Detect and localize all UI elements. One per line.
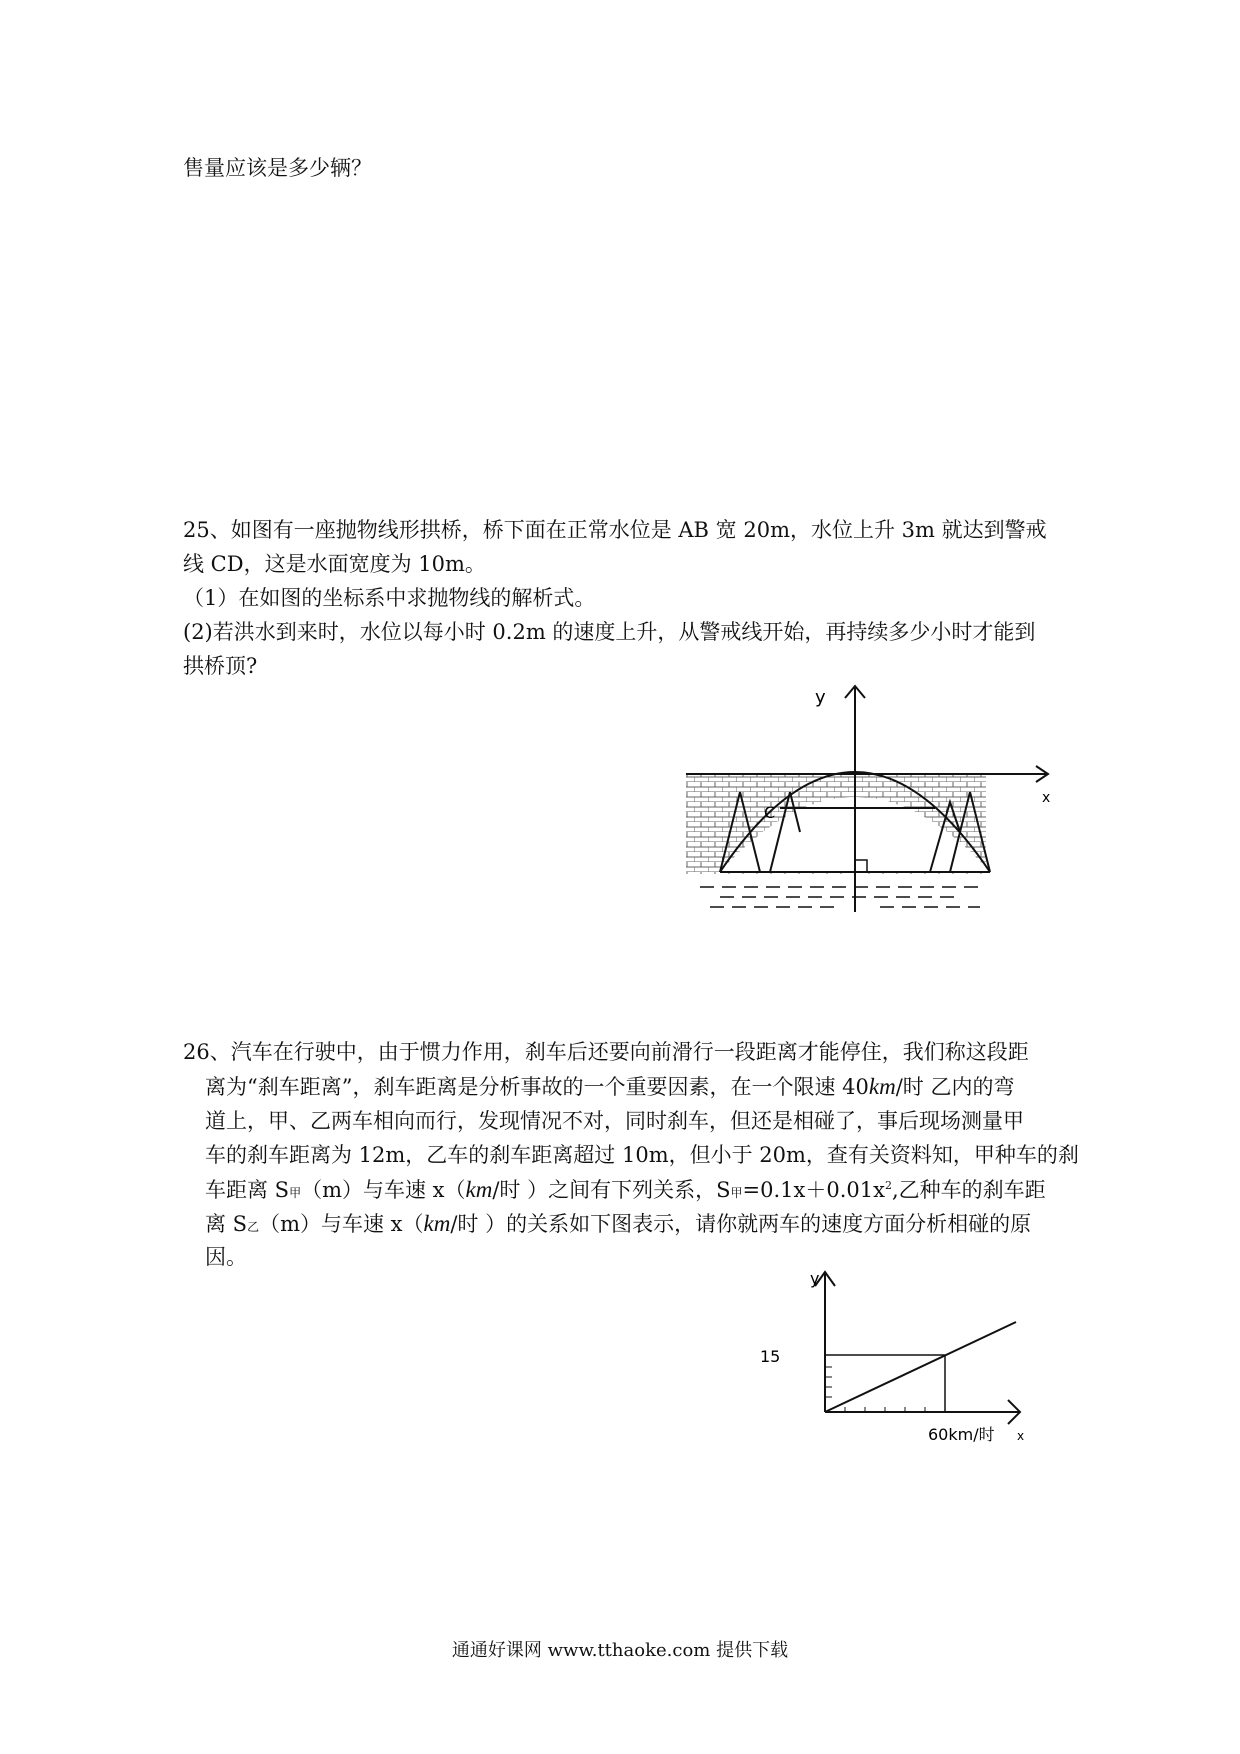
chart-y-tick: 15 — [760, 1347, 781, 1366]
q26-line1: 26、汽车在行驶中，由于惯力作用，刹车后还要向前滑行一段距离才能停住，我们称这段距 — [183, 1040, 1029, 1064]
unit-km: km — [423, 1211, 451, 1236]
q26-line5 — [205, 1176, 1046, 1205]
q26-line6-c: /时 ）的关系如下图表示，请你就两车的速度方面分析相碰的原 — [450, 1212, 1032, 1236]
q26-line7: 因。 — [205, 1245, 247, 1269]
water-lines — [700, 887, 980, 907]
chart-y-label: y — [810, 1269, 820, 1288]
q26-line6-a: 离 S — [205, 1212, 248, 1236]
bridge-figure — [680, 682, 1060, 922]
x-label: x — [1042, 790, 1051, 806]
q26-line2 — [205, 1073, 1014, 1102]
q26-line5-d: =0.1x＋0.01x — [742, 1178, 885, 1202]
chart-x-label: x — [1017, 1429, 1025, 1443]
q25-line4: (2)若洪水到来时，水位以每小时 0.2m 的速度上升，从警戒线开始，再持续多少小时才能到 — [183, 620, 1036, 644]
q25-line5: 拱桥顶? — [183, 654, 258, 678]
q26-line3: 道上，甲、乙两车相向而行，发现情况不对，同时刹车，但还是相碰了，事后现场测量甲 — [205, 1109, 1024, 1133]
chart-line — [825, 1322, 1016, 1412]
subscript-yi: 乙 — [247, 1220, 260, 1234]
q26-line5-e: ,乙种车的刹车距 — [891, 1178, 1046, 1202]
text-line: 售量应该是多少辆？ — [183, 156, 372, 180]
q26-line6 — [205, 1210, 1031, 1239]
q25-line1: 25、如图有一座抛物线形拱桥，桥下面在正常水位是 AB 宽 20m，水位上升 3m 就达到警戒 — [183, 518, 1047, 542]
q26-line4: 车的刹车距离为 12m，乙车的刹车距离超过 10m，但小于 20m，查有关资料知，甲种车的刹 — [205, 1143, 1079, 1167]
q26-line5-c: /时 ）之间有下列关系，S — [492, 1178, 731, 1202]
q26-line2-c: /时 乙内的弯 — [895, 1075, 1015, 1099]
footer: 通通好课网 www.tthaoke.com 提供下载 — [451, 1640, 789, 1661]
superscript-2: 2 — [884, 1179, 892, 1192]
unit-km: km — [465, 1177, 493, 1202]
subscript-jia: 甲 — [289, 1186, 302, 1200]
unit-km: km — [868, 1074, 896, 1099]
y-label: y — [815, 687, 826, 708]
q25-line2: 线 CD，这是水面宽度为 10m。 — [183, 552, 486, 576]
q26-line5-a: 车距离 S — [205, 1178, 290, 1202]
speed-distance-chart — [760, 1262, 1090, 1452]
subscript-jia: 甲 — [730, 1186, 743, 1200]
q26-line5-b: （m）与车速 x（ — [301, 1178, 466, 1202]
chart-x-tick: 60km/时 — [928, 1425, 995, 1444]
q26-line2-a: 离为“刹车距离”，刹车距离是分析事故的一个重要因素，在一个限速 40 — [205, 1075, 869, 1099]
q26-line6-b: （m）与车速 x（ — [259, 1212, 424, 1236]
label-c: C — [764, 803, 776, 822]
q25-line3: （1）在如图的坐标系中求抛物线的解析式。 — [183, 586, 596, 610]
